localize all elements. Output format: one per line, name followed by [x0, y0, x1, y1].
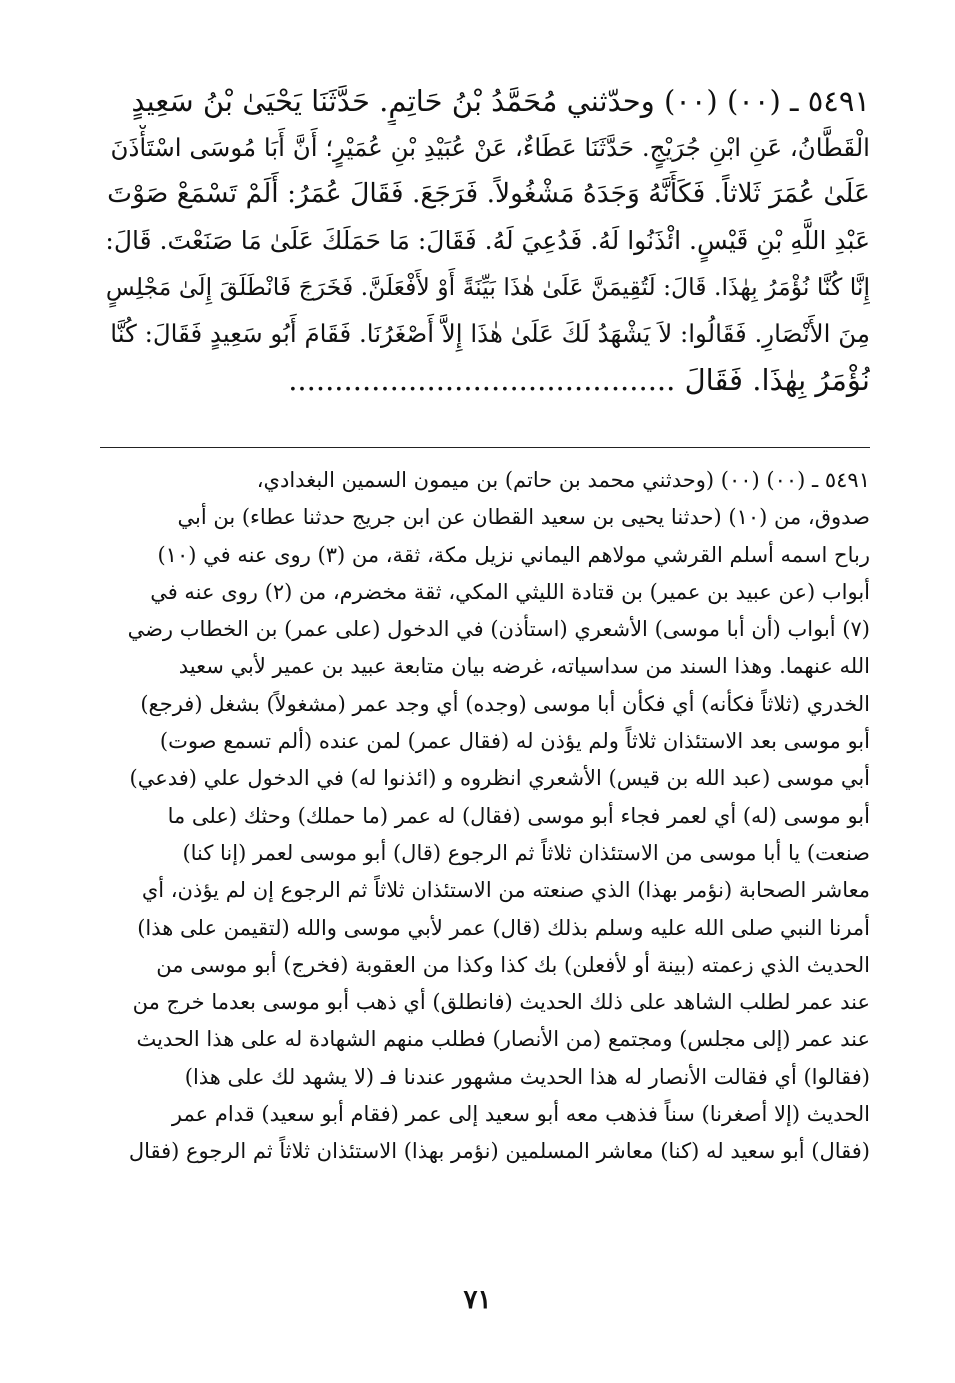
hadith-line: ٥٤٩١ ـ (٠٠) (٠٠) وحدّثني مُحَمَّدُ بْنُ حَاتِمٍ. حَدَّثَنَا يَحْيَىٰ بْنُ سَعِيدٍ [131, 84, 870, 118]
commentary-text [100, 462, 870, 1171]
commentary-line: أمرنا النبي صلى الله عليه وسلم بذلك (قال) عمر لأبي موسى والله (لتقيمن على هذا) [137, 915, 870, 940]
commentary-line: الحديث الذي زعمته (بينة أو لأفعلن) بك كذا وكذا من العقوبة (فخرج) أبو موسى من [156, 952, 870, 977]
hadith-line: عَلَىٰ عُمَرَ ثَلاثاً. فَكَأَنَّهُ وَجَدَهُ مَشْغُولاً. فَرَجَعَ. فَقَالَ عُمَرُ: أَلَمْ تَسْمَعْ صَوْتَ [107, 178, 870, 209]
commentary-line: معاشر الصحابة (نؤمر بهذا) الذي صنعته من الاستئذان ثلاثاً ثم الرجوع إن لم يؤذن، أي [141, 878, 870, 903]
hadith-line: الْقَطَّانُ، عَنِ ابْنِ جُرَيْجٍ. حَدَّثَنَا عَطَاءٌ، عَنْ عُبَيْدِ بْنِ عُمَيْرٍ؛ أَنَّ أَبَا مُوسَى اسْتَأْذَنَ [110, 132, 870, 162]
hadith-line: إِنَّا كُنَّا نُؤْمَرُ بِهٰذَا. قَالَ: لَتُقِيمَنَّ عَلَىٰ هٰذَا بَيِّنَةً أَوْ لأَفْعَلَنَّ. فَخَرَجَ فَانْطَلَقَ إِلَىٰ مَجْلِسٍ [105, 273, 870, 301]
commentary-line: (فقالوا) أي فقالت الأنصار له هذا الحديث مشهور عندنا فـ (لا يشهد لك على هذا) [184, 1064, 870, 1089]
commentary-line: عند عمر (إلى مجلس) ومجتمع (من الأنصار) فطلب منهم الشهادة له على هذا الحديث [136, 1027, 870, 1052]
hadith-line: عَبْدِ اللَّهِ بْنِ قَيْسٍ. ائْذَنُوا لَهُ. فَدُعِيَ لَهُ. فَقَالَ: مَا حَمَلَكَ عَلَىٰ مَا صَنَعْتَ. قَالَ: [105, 225, 870, 255]
separator-rule [100, 447, 870, 448]
commentary-line: الله عنهما. وهذا السند من سداسياته، غرضه بيان متابعة عبيد بن عمير لأبي سعيد [178, 654, 870, 679]
commentary-line: صنعت) يا أبا موسى من الاستئذان ثلاثاً ثم الرجوع (قال) أبو موسى لعمر (إنا كنا) [182, 840, 870, 865]
page-number: ٧١ [463, 1285, 492, 1315]
commentary-line: الخدري (ثلاثاً فكأنه) أي فكأن أبا موسى (وجده) أي وجد عمر (مشغولاً) بشغل (فرجع) [140, 691, 870, 716]
commentary-line: أبي موسى (عبد الله بن قيس) الأشعري انظروه و (ائذنوا له) في الدخول علي (فدعي) [129, 766, 870, 791]
commentary-line: أبو موسى (له) أي لعمر فجاء أبو موسى (فقال) له عمر (ما حملك) وحثك (على ما [167, 803, 870, 828]
commentary-line: أبواب (عن عبيد بن عمير) بن قتادة الليثي المكي، ثقة مخضرم، من (٢) روى عنه في [150, 579, 870, 604]
commentary-line: (٧) أبواب (أن أبا موسى) الأشعري (استأذن) في الدخول (على عمر) بن الخطاب رضي [127, 617, 870, 642]
commentary-line: (فقال) أبو سعيد له (كنا) معاشر المسلمين (نؤمر بهذا) الاستئذان ثلاثاً ثم الرجوع (فقال [128, 1139, 870, 1164]
hadith-line: مِنَ الأَنْصَارِ. فَقَالُوا: لاَ يَشْهَدُ لَكَ عَلَىٰ هٰذَا إِلاَّ أَصْغَرُنَا. فَقَامَ أَبُو سَعِيدٍ فَقَالَ: كُنَّا [110, 318, 870, 348]
commentary-line: رباح اسمه أسلم القرشي مولاهم اليماني نزيل مكة، ثقة، من (٣) روى عنه في (١٠) [157, 542, 870, 567]
hadith-line: نُؤْمَرُ بِهٰذَا. فَقَالَ .......................................... [288, 363, 870, 397]
commentary-line: ٥٤٩١ ـ (٠٠) (٠٠) (وحدثني محمد بن حاتم) بن ميمون السمين البغدادي، [256, 468, 870, 492]
commentary-line: عند عمر لطلب الشاهد على ذلك الحديث (فانطلق) أي ذهب أبو موسى بعدما خرج من [132, 990, 870, 1015]
commentary-line: صدوق، من (١٠) (حدثنا يحيى بن سعيد القطان عن ابن جريج حدثنا عطاء) بن أبي [177, 505, 870, 530]
commentary-line: أبو موسى بعد الاستئذان ثلاثاً ولم يؤذن له (فقال عمر) لمن عنده (ألم تسمع صوت) [159, 729, 870, 754]
hadith-text [100, 78, 870, 404]
commentary-line: الحديث (إلا أصغرنا) سناً فذهب معه أبو سعيد إلى عمر (فقام أبو سعيد) قدام عمر [171, 1102, 870, 1127]
